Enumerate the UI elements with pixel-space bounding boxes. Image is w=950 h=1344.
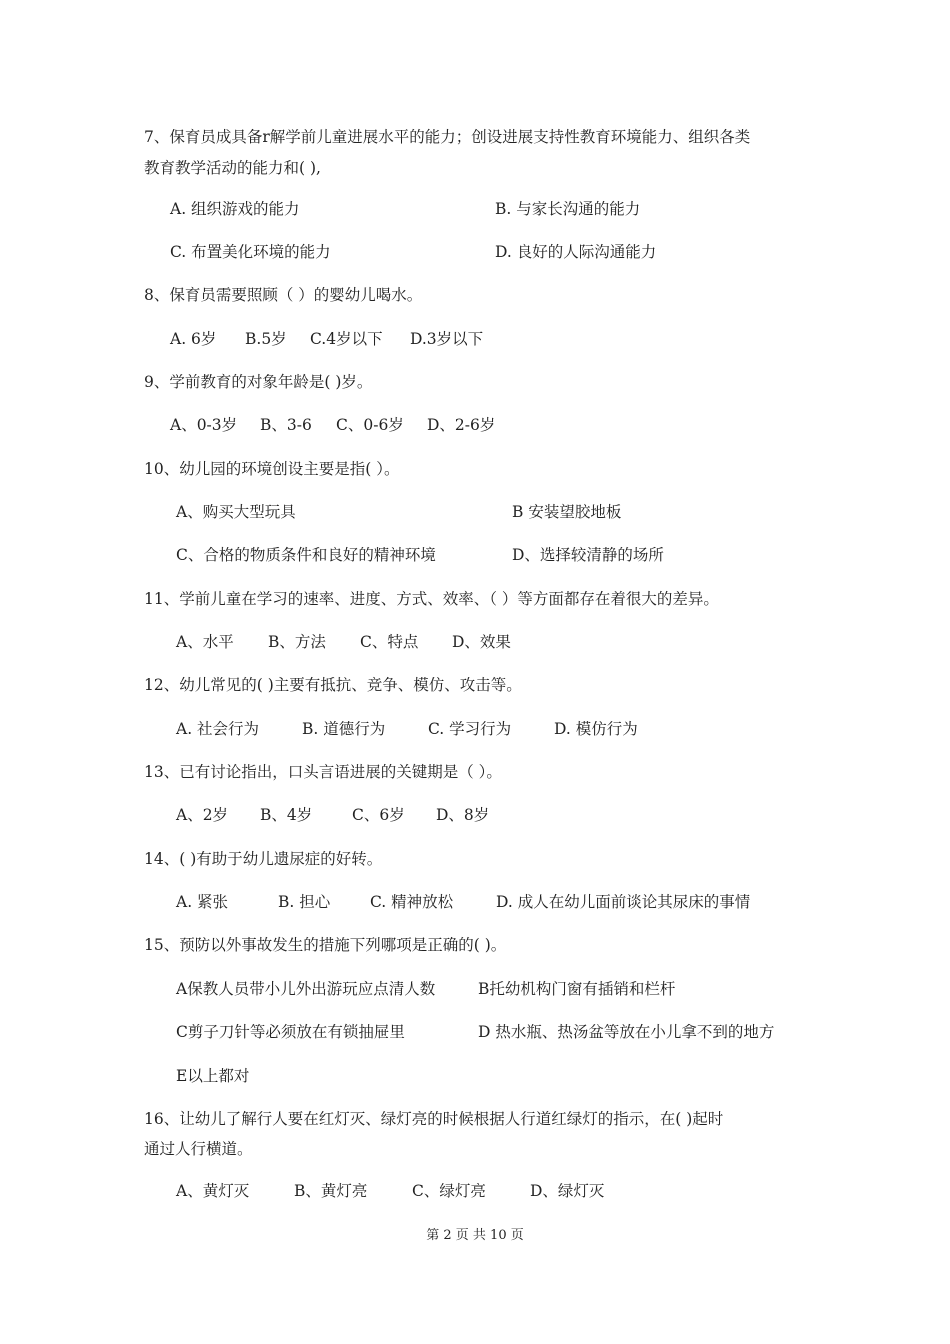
question-7-stem-line-2: 教育教学活动的能力和( ),	[144, 159, 321, 177]
question-14-stem: 14、( )有助于幼儿遗尿症的好转。	[144, 850, 383, 868]
question-9-option-a: A、0-3岁	[170, 416, 238, 434]
page-footer: 第 2 页 共 10 页	[426, 1228, 524, 1243]
question-14-option-a: A. 紧张	[176, 893, 229, 911]
question-11-option-c: C、特点	[360, 633, 419, 651]
question-10-option-c: C、合格的物质条件和良好的精神环境	[176, 546, 436, 564]
question-7-option-d: D. 良好的人际沟通能力	[495, 243, 657, 261]
question-10-stem: 10、幼儿园的环境创设主要是指( ）。	[144, 460, 400, 478]
question-11-stem: 11、学前儿童在学习的速率、进度、方式、效率、（ ）等方面都存在着很大的差异。	[144, 590, 719, 608]
question-15-option-d: D 热水瓶、热汤盆等放在小儿拿不到的地方	[478, 1023, 775, 1041]
question-13-option-a: A、2岁	[176, 806, 229, 824]
question-9-option-c: C、0-6岁	[336, 416, 404, 434]
question-15-option-b: B托幼机构门窗有插销和栏杆	[478, 980, 676, 998]
question-7-stem-line-1: 7、保育员成具备r解学前儿童进展水平的能力；创设进展支持性教育环境能力、组织各类	[144, 128, 751, 146]
question-9-option-b: B、3-6	[260, 416, 312, 434]
question-16-option-c: C、绿灯亮	[412, 1182, 486, 1200]
question-13-option-d: D、8岁	[436, 806, 490, 824]
question-12-option-c: C. 学习行为	[428, 720, 512, 738]
question-7-option-a: A. 组织游戏的能力	[170, 200, 300, 218]
question-11-option-b: B、方法	[268, 633, 326, 651]
question-15-stem: 15、预防以外事故发生的措施下列哪项是正确的( )。	[144, 936, 507, 954]
question-8-stem: 8、保育员需要照顾（ ）的婴幼儿喝水。	[144, 286, 423, 304]
question-7-option-b: B. 与家长沟通的能力	[495, 200, 641, 218]
question-13-stem: 13、已有讨论指出，口头言语进展的关键期是（ ）。	[144, 763, 502, 781]
question-8-option-a: A. 6岁	[170, 330, 217, 348]
question-15-option-c: C剪子刀针等必须放在有锁抽屉里	[176, 1023, 405, 1041]
question-12-stem: 12、幼儿常见的( )主要有抵抗、竞争、模仿、攻击等。	[144, 676, 522, 694]
question-12-option-d: D. 模仿行为	[554, 720, 638, 738]
question-7-option-c: C. 布置美化环境的能力	[170, 243, 331, 261]
question-13-option-c: C、6岁	[352, 806, 405, 824]
question-11-option-a: A、水平	[176, 633, 234, 651]
question-15-option-e: E以上都对	[176, 1067, 250, 1085]
question-8-option-b: B.5岁	[245, 330, 287, 348]
question-8-option-c: C.4岁以下	[310, 330, 383, 348]
question-14-option-c: C. 精神放松	[370, 893, 454, 911]
question-10-option-b: B 安装望胶地板	[512, 503, 622, 521]
question-13-option-b: B、4岁	[260, 806, 313, 824]
question-9-option-d: D、2-6岁	[427, 416, 496, 434]
question-15-option-a: A保教人员带小儿外出游玩应点清人数	[176, 980, 436, 998]
question-16-stem-line-2: 通过人行横道。	[144, 1140, 253, 1158]
question-14-option-d: D. 成人在幼儿面前谈论其尿床的事情	[496, 893, 751, 911]
question-10-option-d: D、选择较清静的场所	[512, 546, 664, 564]
question-14-option-b: B. 担心	[278, 893, 331, 911]
question-11-option-d: D、效果	[452, 633, 511, 651]
question-8-option-d: D.3岁以下	[410, 330, 484, 348]
question-9-stem: 9、学前教育的对象年龄是( )岁。	[144, 373, 373, 391]
question-16-option-b: B、黄灯亮	[294, 1182, 368, 1200]
question-16-stem-line-1: 16、让幼儿了解行人要在红灯灭、绿灯亮的时候根据人行道红绿灯的指示，在( )起时	[144, 1110, 724, 1128]
question-16-option-d: D、绿灯灭	[530, 1182, 605, 1200]
question-16-option-a: A、黄灯灭	[176, 1182, 250, 1200]
question-10-option-a: A、购买大型玩具	[176, 503, 296, 521]
question-12-option-a: A. 社会行为	[176, 720, 260, 738]
question-12-option-b: B. 道德行为	[302, 720, 386, 738]
